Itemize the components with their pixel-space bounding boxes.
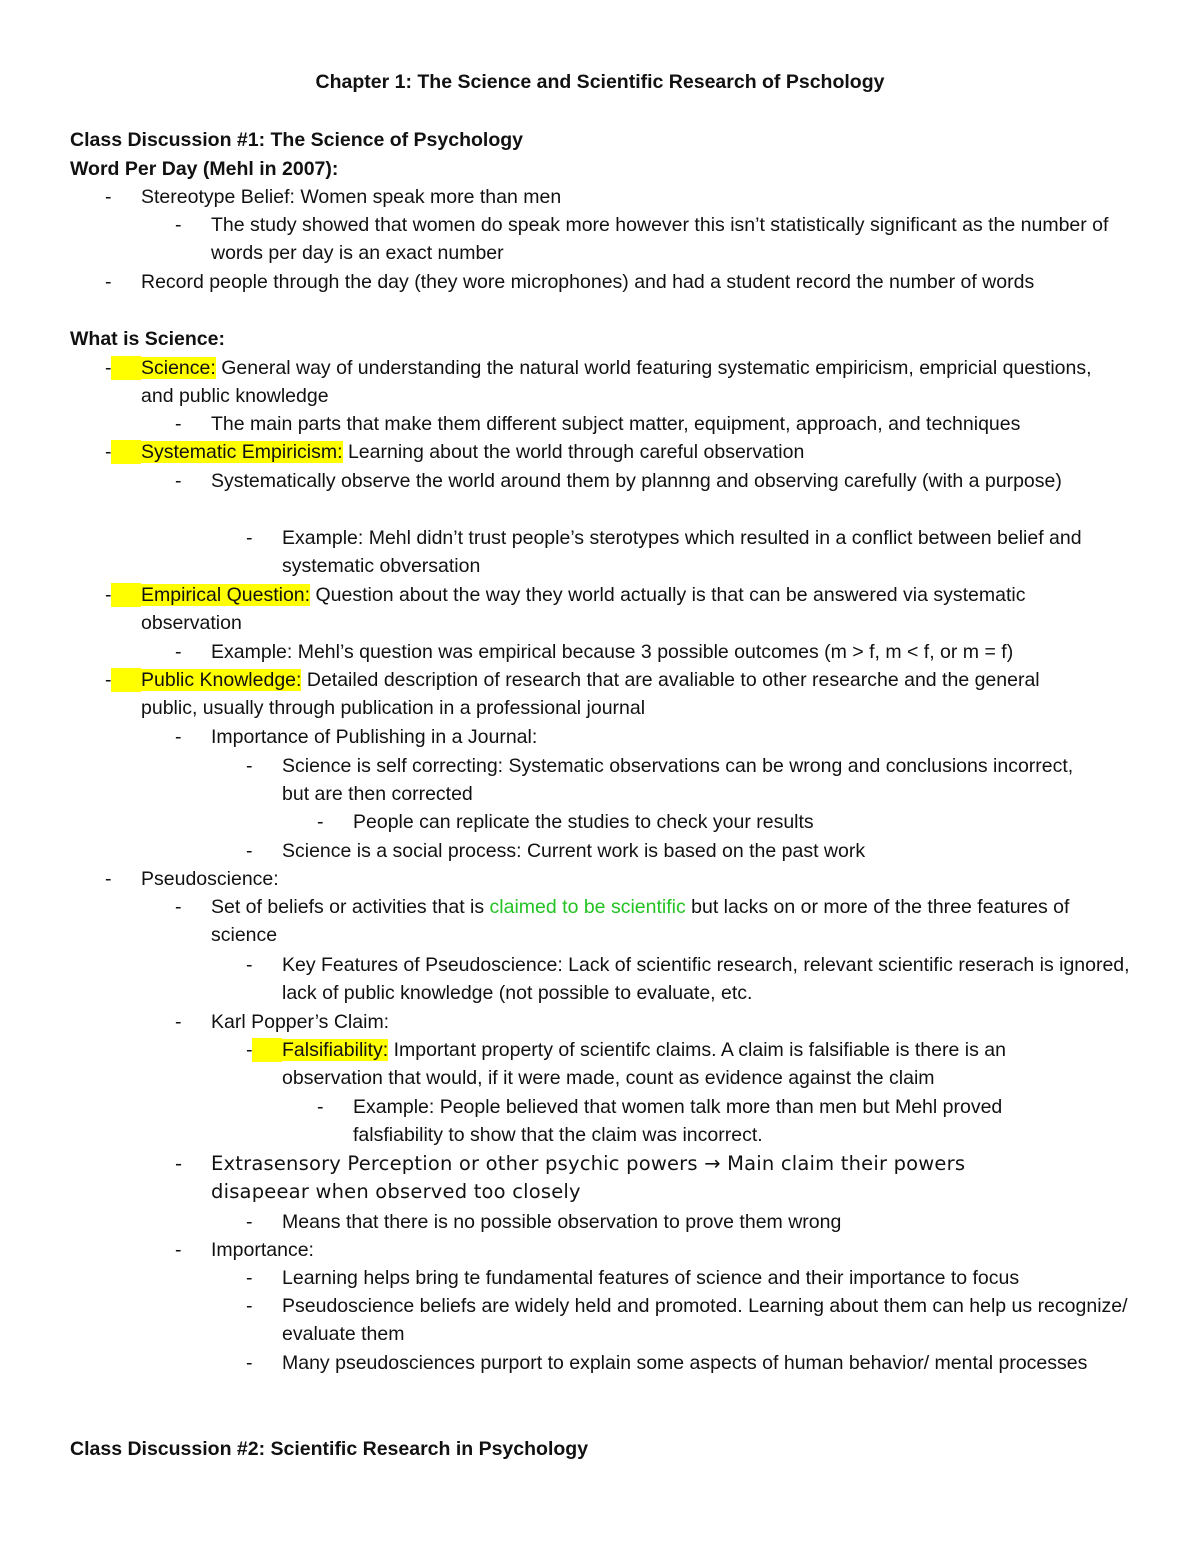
term-public-knowledge: Public Knowledge: [141,669,302,691]
bullet: - [175,726,182,748]
list-item [317,1093,1093,1150]
list-item-text: The study showed that women do speak more however this isn’t statistically significant as the number of words per day is an exact number [211,214,1109,265]
list-item [175,211,1111,268]
green-emphasis-text: claimed to be scientific [489,896,686,918]
bullet: - [175,1152,183,1175]
definition-text: Detailed description of research that are avaliable to other researche and the general public, usually through publication in a professional journal [141,669,1040,720]
list-item [246,1208,1142,1236]
empirical-question-definition [105,581,1131,638]
list-item-text: but lacks on or more of the three features of science [211,896,1070,947]
bullet: - [175,1239,182,1261]
list-item [317,808,1153,836]
list-item [175,893,1071,950]
bullet: - [317,1096,324,1118]
list-item [175,638,1131,666]
list-item [175,410,1131,438]
bullet: - [246,755,253,777]
bullet: - [246,1267,253,1289]
bullet: - [175,413,182,435]
document-title: Chapter 1: The Science and Scientific Research of Pschology [315,71,885,93]
highlight-mark [252,1038,282,1062]
bullet: - [246,1039,253,1061]
list-item [175,1008,1111,1036]
term-falsifiability: Falsifiability: [282,1039,389,1061]
bullet: - [246,954,253,976]
list-item [175,467,1081,495]
list-item-text: People can replicate the studies to check your results [353,811,814,833]
list-item [246,752,1082,809]
bullet: - [105,186,112,208]
list-item-text: Record people through the day (they wore microphones) and had a student record the number of words [141,271,1035,293]
bullet: - [105,357,112,379]
list-item-text: The main parts that make them different subject matter, equipment, approach, and techniques [211,413,1021,435]
public-knowledge-definition [105,666,1081,723]
discussion-2-heading: Class Discussion #2: Scientific Research in Psychology [70,1438,589,1460]
bullet: - [175,896,182,918]
list-item-text: Systematically observe the world around them by plannng and observing carefully (with a purpose) [211,470,1062,492]
pseudoscience-label: Pseudoscience: [141,868,279,890]
definition-text: Question about the way they world actually is that can be answered via systematic observation [141,584,1026,635]
list-item-text: Science is self correcting: Systematic observations can be wrong and conclusions incorrect, but are then corrected [282,755,1074,806]
list-item-text: Stereotype Belief: Women speak more than men [141,186,562,208]
list-item [105,865,1041,893]
definition-text: Important property of scientifc claims. A claim is falsifiable is there is an observation that would, if it were made, count as evidence against the claim [282,1039,1006,1090]
list-item-text: Karl Popper’s Claim: [211,1011,390,1033]
list-item-text: Importance of Publishing in a Journal: [211,726,538,748]
what-is-science-heading: What is Science: [70,328,225,350]
bullet: - [105,441,112,463]
list-item [246,524,1142,581]
bullet: - [246,840,253,862]
list-item-text: Extrasensory Perception or other psychic powers → Main claim their powers disapeear when observed too closely [211,1152,966,1204]
list-item [175,1150,1051,1207]
list-item [246,837,1142,865]
bullet: - [105,271,112,293]
bullet: - [175,470,182,492]
list-item-text: Importance: [211,1239,314,1261]
bullet: - [246,527,253,549]
list-item [246,1264,1142,1292]
bullet: - [105,669,112,691]
bullet: - [105,868,112,890]
bullet: - [246,1211,253,1233]
list-item-text: Science is a social process: Current work is based on the past work [282,840,866,862]
highlight-mark [111,583,141,607]
list-item-text: Pseudoscience beliefs are widely held and promoted. Learning about them can help us recognize/ evaluate them [282,1295,1128,1346]
bullet: - [175,214,182,236]
empiricism-definition [105,438,1121,466]
word-per-day-heading: Word Per Day (Mehl in 2007): [70,158,339,180]
science-definition [105,354,1101,411]
list-item-text: Means that there is no possible observation to prove them wrong [282,1211,842,1233]
highlight-mark [111,668,141,692]
list-item-text: Example: Mehl’s question was empirical because 3 possible outcomes (m > f, m < f, or m = f) [211,641,1014,663]
list-item [246,951,1132,1008]
definition-text: General way of understanding the natural world featuring systematic empiricism, empricial questions, and public knowledge [141,357,1092,408]
list-item [246,1349,1092,1377]
list-item-text: Key Features of Pseudoscience: Lack of scientific research, relevant scientific reserach is ignored, lack of public knowledge (not possible to evaluate, etc. [282,954,1130,1005]
term-systematic-empiricism: Systematic Empiricism: [141,441,343,463]
list-item-text: Set of beliefs or activities that is [211,896,490,918]
bullet: - [175,1011,182,1033]
bullet: - [175,641,182,663]
list-item [105,268,1151,296]
list-item-text: Example: People believed that women talk more than men but Mehl proved falsfiability to show that the claim was incorrect. [353,1096,1003,1147]
highlight-mark [111,356,141,380]
term-science: Science: [141,357,216,379]
bullet: - [246,1295,253,1317]
list-item-text: Many pseudosciences purport to explain some aspects of human behavior/ mental processes [282,1352,1088,1374]
falsifiability-definition [246,1036,1102,1093]
discussion-1-heading: Class Discussion #1: The Science of Psychology [70,129,523,151]
list-item [246,1292,1132,1349]
list-item [175,1236,1071,1264]
list-item [175,723,1131,751]
list-item-text: Learning helps bring te fundamental features of science and their importance to focus [282,1267,1020,1289]
list-item [105,183,1141,211]
list-item-text: Example: Mehl didn’t trust people’s sterotypes which resulted in a conflict between belief and systematic obversation [282,527,1082,578]
highlight-mark [111,440,141,464]
term-empirical-question: Empirical Question: [141,584,311,606]
bullet: - [317,811,324,833]
definition-text: Learning about the world through careful observation [342,441,805,463]
bullet: - [105,584,112,606]
bullet: - [246,1352,253,1374]
